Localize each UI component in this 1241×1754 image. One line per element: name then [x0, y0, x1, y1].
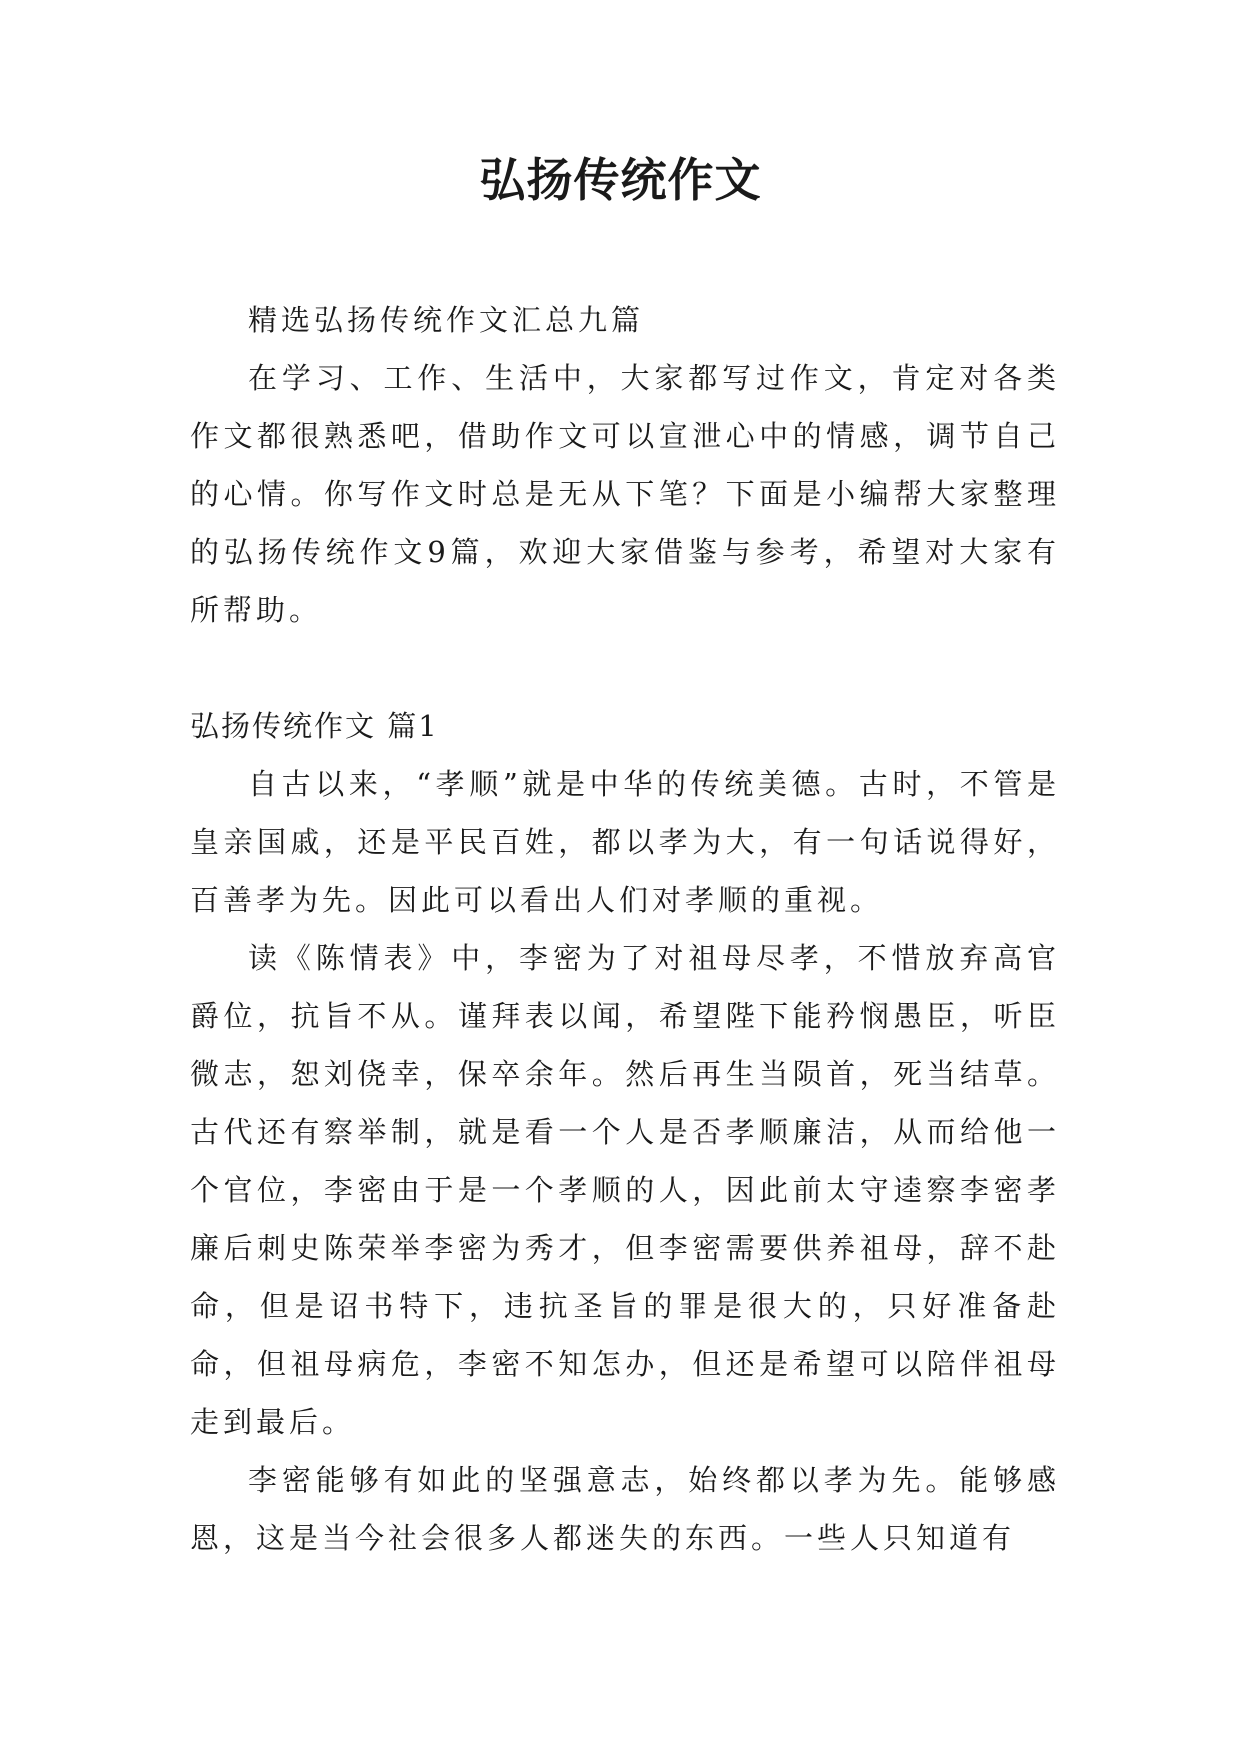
- section-paragraph-2: 读《陈情表》中，李密为了对祖母尽孝，不惜放弃高官爵位，抗旨不从。谨拜表以闻，希望陛下能矜悯愚臣，听臣微志，恕刘侥幸，保卒余年。然后再生当陨首，死当结草。古代还有察举制，就是看一个人是否孝顺廉洁，从而给他一个官位，李密由于是一个孝顺的人，因此前太守逵察李密孝廉后刺史陈荣举李密为秀才，但李密需要供养祖母，辞不赴命，但是诏书特下，违抗圣旨的罪是很大的，只好准备赴命，但祖母病危，李密不知怎办，但还是希望可以陪伴祖母走到最后。: [190, 941, 1060, 1439]
- section-paragraph-3: 李密能够有如此的坚强意志，始终都以孝为先。能够感恩，这是当今社会很多人都迷失的东西。一些人只知道有: [190, 1463, 1060, 1555]
- intro-paragraph: 在学习、工作、生活中，大家都写过作文，肯定对各类作文都很熟悉吧，借助作文可以宣泄心中的情感，调节自己的心情。你写作文时总是无从下笔？下面是小编帮大家整理的弘扬传统作文9篇，欢迎大家借鉴与参考，希望对大家有所帮助。: [190, 361, 1060, 627]
- section-heading: 弘扬传统作文 篇1: [190, 709, 439, 743]
- document-body: [190, 291, 1060, 1567]
- section-paragraph-1: 自古以来，“孝顺”就是中华的传统美德。古时，不管是皇亲国戚，还是平民百姓，都以孝为大，有一句话说得好，百善孝为先。因此可以看出人们对孝顺的重视。: [190, 767, 1060, 917]
- intro-subtitle: 精选弘扬传统作文汇总九篇: [248, 303, 645, 337]
- document-title: 弘扬传统作文: [479, 153, 762, 207]
- section-spacer: [190, 639, 1060, 697]
